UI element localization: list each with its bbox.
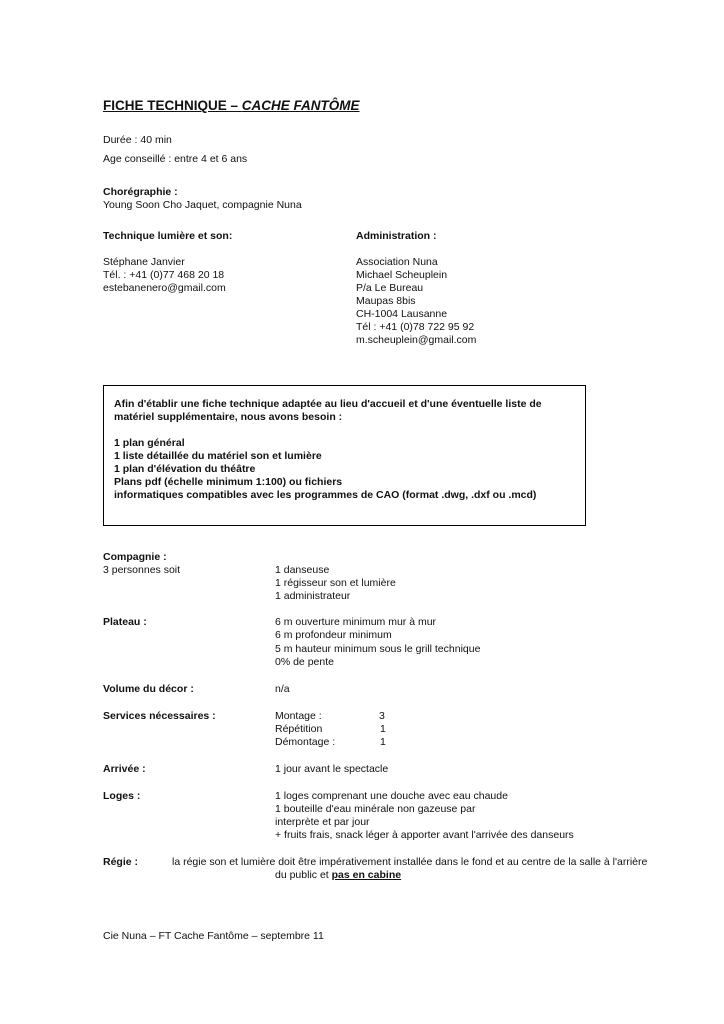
services-row-count: 1	[380, 723, 386, 735]
plateau-line: 0% de pente	[275, 656, 334, 668]
title-italic: CACHE FANTÔME	[241, 98, 360, 113]
compagnie-line: 1 administrateur	[275, 590, 351, 602]
regie-line1: la régie son et lumière doit être impérativement installée dans le fond et au centre de la salle à l'arrière	[172, 856, 648, 868]
loges-line: 1 bouteille d'eau minérale non gazeuse par	[275, 803, 476, 815]
regie-label: Régie :	[103, 856, 139, 868]
box-item: informatiques compatibles avec les programmes de CAO (format .dwg, .dxf ou .mcd)	[114, 489, 537, 501]
administration-email: m.scheuplein@gmail.com	[356, 334, 477, 346]
compagnie-left: 3 personnes soit	[103, 564, 181, 576]
administration-line: Maupas 8bis	[356, 295, 416, 307]
compagnie-line: 1 régisseur son et lumière	[275, 577, 396, 589]
arrivee-value: 1 jour avant le spectacle	[275, 763, 389, 775]
page-title	[103, 98, 360, 113]
technique-line: Tél. : +41 (0)77 468 20 18	[103, 269, 225, 281]
administration-line: CH-1004 Lausanne	[356, 308, 448, 320]
compagnie-label: Compagnie :	[103, 551, 167, 563]
choregraphie-label: Chorégraphie :	[103, 186, 178, 198]
technique-label: Technique lumière et son:	[103, 230, 233, 242]
services-row-name: Montage :	[275, 710, 322, 722]
box-item: Plans pdf (échelle minimum 1:100) ou fichiers	[114, 476, 343, 488]
technique-email: estebanenero@gmail.com	[103, 282, 226, 294]
loges-line: 1 loges comprenant une douche avec eau chaude	[275, 790, 508, 802]
regie-line2-bold: pas en cabine	[331, 869, 402, 881]
administration-line: P/a Le Bureau	[356, 282, 424, 294]
services-row-name: Démontage :	[275, 736, 336, 748]
title-main: FICHE TECHNIQUE –	[103, 98, 242, 113]
administration-line: Tél : +41 (0)78 722 95 92	[356, 321, 475, 333]
plateau-line: 6 m ouverture minimum mur à mur	[275, 616, 437, 628]
administration-line: Michael Scheuplein	[356, 269, 448, 281]
regie-line2	[275, 869, 401, 882]
loges-line: + fruits frais, snack léger à apporter avant l'arrivée des danseurs	[275, 829, 574, 841]
box-intro-line: Afin d'établir une fiche technique adaptée au lieu d'accueil et d'une éventuelle liste de	[114, 398, 542, 410]
volume-value: n/a	[275, 683, 290, 695]
plateau-line: 6 m profondeur minimum	[275, 629, 392, 641]
services-row-name: Répétition	[275, 723, 323, 735]
age: Age conseillé : entre 4 et 6 ans	[103, 153, 248, 165]
duree: Durée : 40 min	[103, 134, 172, 146]
box-item: 1 liste détaillée du matériel son et lumière	[114, 450, 322, 462]
regie-line2-prefix: du public et	[275, 869, 332, 881]
administration-label: Administration :	[356, 230, 437, 242]
services-row-count: 1	[380, 736, 386, 748]
technique-line: Stéphane Janvier	[103, 256, 185, 268]
box-item: 1 plan général	[114, 437, 185, 449]
box-item: 1 plan d'élévation du théâtre	[114, 463, 256, 475]
loges-line: interprète et par jour	[275, 816, 370, 828]
volume-label: Volume du décor :	[103, 683, 194, 695]
services-row-count: 3	[379, 710, 385, 722]
compagnie-line: 1 danseuse	[275, 564, 330, 576]
plateau-label: Plateau :	[103, 616, 147, 628]
loges-label: Loges :	[103, 790, 141, 802]
plateau-line: 5 m hauteur minimum sous le grill technique	[275, 643, 481, 655]
administration-line: Association Nuna	[356, 256, 438, 268]
services-label: Services nécessaires :	[103, 710, 216, 722]
box-intro-line: matériel supplémentaire, nous avons besoin :	[114, 411, 343, 423]
arrivee-label: Arrivée :	[103, 763, 146, 775]
page-footer: Cie Nuna – FT Cache Fantôme – septembre 11	[103, 930, 324, 942]
choregraphie-value: Young Soon Cho Jaquet, compagnie Nuna	[103, 199, 302, 211]
